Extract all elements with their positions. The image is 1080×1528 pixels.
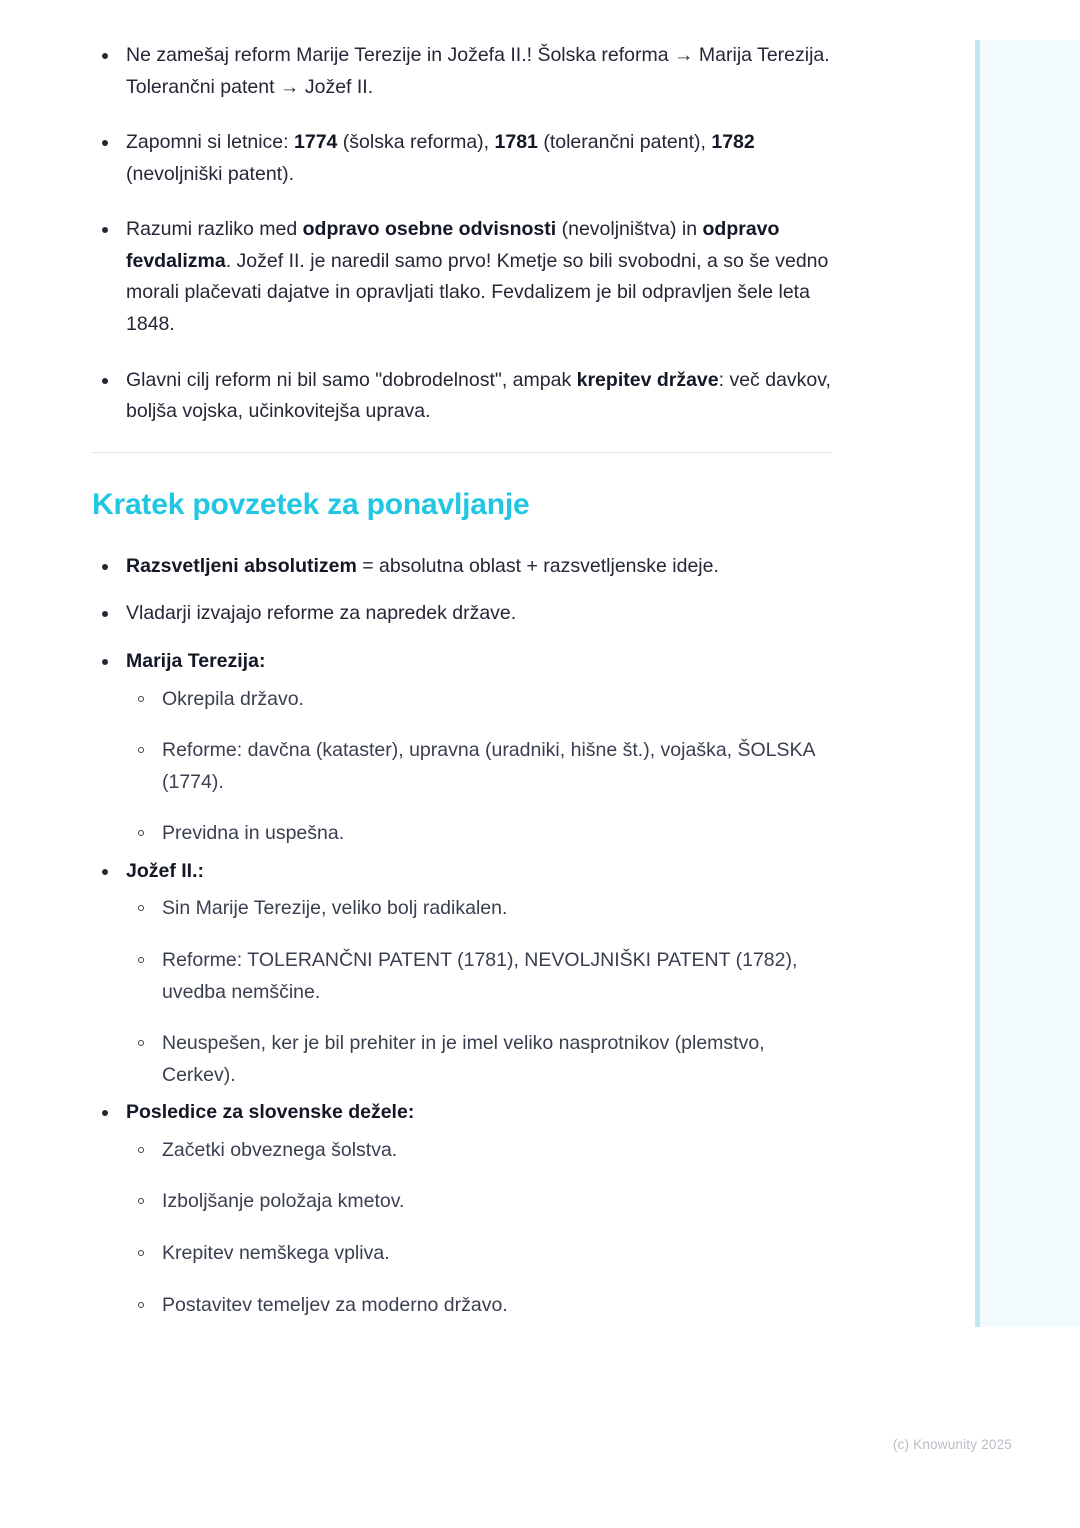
emphasis-text: 1782 bbox=[711, 131, 755, 154]
list-item bbox=[92, 598, 832, 630]
sub-list-item: Previdna in uspešna. bbox=[126, 818, 832, 850]
sub-list-item: Reforme: TOLERANČNI PATENT (1781), NEVOLJNIŠKI PATENT (1782), uvedba nemščine. bbox=[126, 945, 832, 1008]
emphasis-text: Razsvetljeni absolutizem bbox=[126, 554, 357, 577]
list-item bbox=[92, 365, 832, 428]
emphasis-text: odpravo osebne odvisnosti bbox=[302, 218, 557, 241]
sub-list-item: Sin Marije Terezije, veliko bolj radikalen. bbox=[126, 893, 832, 925]
body-text: Razumi razliko med bbox=[126, 218, 303, 241]
body-text: . Jožef II. je naredil samo prvo! Kmetje so bili svobodni, a so še vedno morali plačevati dajatve in opravljati tlako. Fevdalizem je bil odpravljen šele leta 1848. bbox=[126, 249, 829, 336]
list-item bbox=[92, 856, 832, 1091]
body-text: = absolutna oblast + razsvetljenske ideje. bbox=[356, 554, 719, 577]
sub-list-item: Postavitev temeljev za moderno državo. bbox=[126, 1290, 832, 1322]
body-text: Vladarji izvajajo reforme za napredek države. bbox=[126, 602, 517, 625]
footer-copyright: (c) Knowunity 2025 bbox=[892, 1437, 1012, 1452]
summary-list bbox=[92, 551, 832, 1321]
list-item bbox=[92, 214, 832, 340]
list-item bbox=[92, 1097, 832, 1321]
emphasis-text: krepitev države bbox=[576, 368, 719, 391]
emphasis-text: 1774 bbox=[294, 131, 338, 154]
sub-list bbox=[126, 893, 832, 1091]
sub-list-item: Okrepila državo. bbox=[126, 684, 832, 716]
body-text: Glavni cilj reform ni bil samo "dobrodelnost", ampak bbox=[126, 368, 577, 391]
emphasis-text: 1781 bbox=[494, 131, 538, 154]
list-item bbox=[92, 127, 832, 190]
sub-list bbox=[126, 684, 832, 850]
section-divider bbox=[92, 452, 832, 453]
list-item bbox=[92, 551, 832, 583]
sub-list-item: Izboljšanje položaja kmetov. bbox=[126, 1186, 832, 1218]
list-item bbox=[92, 40, 832, 103]
sub-list-item: Reforme: davčna (kataster), upravna (uradniki, hišne št.), vojaška, ŠOLSKA (1774). bbox=[126, 735, 832, 798]
sub-list-item: Krepitev nemškega vpliva. bbox=[126, 1238, 832, 1270]
emphasis-text: odpravo fevdalizma bbox=[126, 218, 780, 272]
body-text: (tolerančni patent), bbox=[537, 131, 712, 154]
body-text: Ne zamešaj reform Marije Terezije in Jožefa II.! Šolska reforma → Marija Terezija. Tolerančni patent → Jožef II. bbox=[126, 44, 830, 98]
list-item bbox=[92, 646, 832, 850]
body-text: (šolska reforma), bbox=[337, 131, 495, 154]
body-text: (nevoljništva) in bbox=[556, 218, 703, 241]
note-content bbox=[92, 40, 832, 1321]
tips-list bbox=[92, 40, 832, 428]
sub-list-item: Začetki obveznega šolstva. bbox=[126, 1135, 832, 1167]
emphasis-text: Jožef II.: bbox=[126, 859, 205, 882]
emphasis-text: Posledice za slovenske dežele: bbox=[126, 1101, 415, 1124]
page-title: Kratek povzetek za ponavljanje bbox=[92, 487, 530, 521]
sub-list-item: Neuspešen, ker je bil prehiter in je imel veliko nasprotnikov (plemstvo, Cerkev). bbox=[126, 1028, 832, 1091]
sub-list bbox=[126, 1135, 832, 1321]
emphasis-text: Marija Terezija: bbox=[126, 649, 266, 672]
decorative-side-panel bbox=[975, 40, 1080, 1327]
body-text: (nevoljniški patent). bbox=[126, 162, 294, 185]
body-text: : več davkov, boljša vojska, učinkovitejša uprava. bbox=[126, 368, 831, 423]
body-text: Zapomni si letnice: bbox=[126, 131, 294, 154]
